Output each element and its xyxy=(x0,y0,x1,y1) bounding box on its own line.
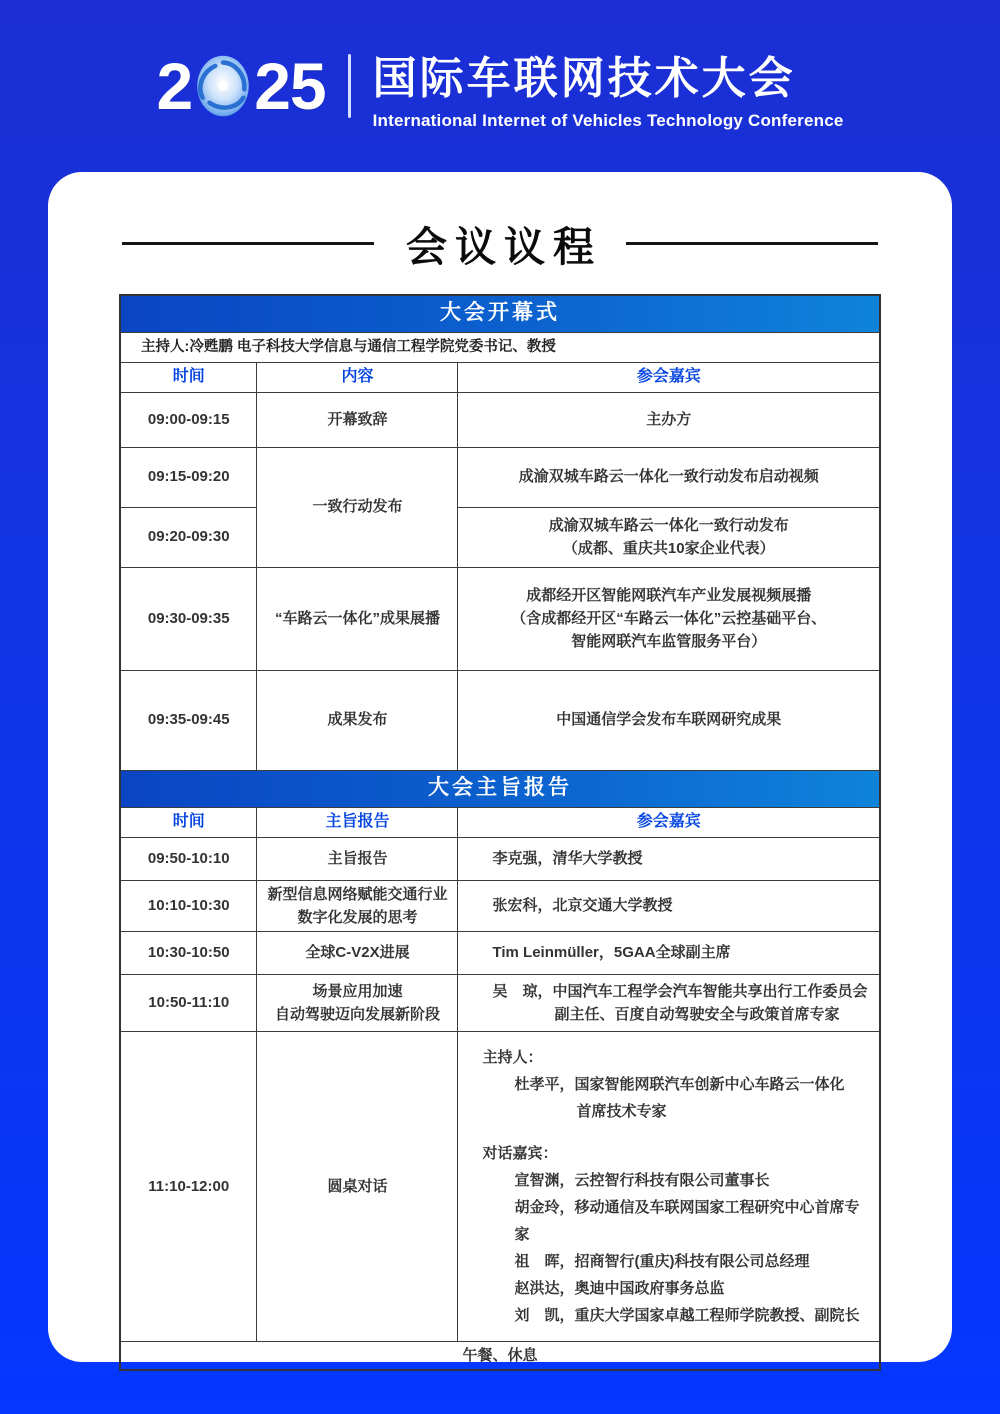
roundtable-host-line: 杜孝平，国家智能网联汽车创新中心车路云一体化 xyxy=(514,1076,845,1093)
time-cell: 10:50-11:10 xyxy=(120,975,257,1032)
content-line: 新型信息网络赋能交通行业 xyxy=(267,885,448,903)
conference-title-cn: 国际车联网技术大会 xyxy=(372,53,796,103)
column-header-content: 主旨报告 xyxy=(257,807,458,837)
column-header-row-keynote xyxy=(120,807,880,837)
roundtable-host-label: 主持人： xyxy=(482,1049,543,1066)
roundtable-guest-line: 刘 凯，重庆大学国家卓越工程师学院教授、副院长 xyxy=(514,1307,860,1324)
roundtable-guest-line: 祖 晖，招商智行(重庆)科技有限公司总经理 xyxy=(514,1253,810,1270)
guest-line: （含成都经开区“车路云一体化”云控基础平台、 xyxy=(511,609,827,627)
time-cell: 09:35-09:45 xyxy=(120,670,257,770)
agenda-table xyxy=(119,294,881,1371)
content-line: 场景应用加速 xyxy=(312,982,403,1000)
table-row xyxy=(120,932,880,975)
table-row xyxy=(120,837,880,880)
moderator-row xyxy=(120,332,880,362)
section-bar-keynote xyxy=(120,770,880,807)
guest-cell xyxy=(458,975,880,1032)
guest-cell: 中国通信学会发布车联网研究成果 xyxy=(458,670,880,770)
column-header-time: 时间 xyxy=(120,362,257,392)
roundtable-host-line: 首席技术专家 xyxy=(576,1103,667,1120)
time-cell: 09:30-09:35 xyxy=(120,567,257,670)
roundtable-guest-line: 赵洪达，奥迪中国政府事务总监 xyxy=(514,1280,725,1297)
content-cell: “车路云一体化”成果展播 xyxy=(257,567,458,670)
content-line: 自动驾驶迈向发展新阶段 xyxy=(274,1006,440,1023)
logo-year-prefix: 2 xyxy=(156,49,193,123)
time-cell: 09:15-09:20 xyxy=(120,447,257,507)
guest-line: 智能网联汽车监管服务平台） xyxy=(571,633,767,651)
guest-line: 吴 琼，中国汽车工程学会汽车智能共享出行工作委员会 xyxy=(492,982,868,1000)
content-cell: 主旨报告 xyxy=(257,837,458,880)
time-cell: 09:20-09:30 xyxy=(120,507,257,567)
lunch-row xyxy=(120,1342,880,1371)
column-header-guests: 参会嘉宾 xyxy=(458,807,880,837)
table-row xyxy=(120,975,880,1032)
content-line: 数字化发展的思考 xyxy=(297,908,418,926)
agenda-card xyxy=(48,172,952,1362)
content-cell: 开幕致辞 xyxy=(257,392,458,447)
content-cell: 一致行动发布 xyxy=(257,447,458,567)
section-title-keynote: 大会主旨报告 xyxy=(120,770,880,807)
column-header-row-opening xyxy=(120,362,880,392)
table-row xyxy=(120,392,880,447)
moderator-text: 主持人:冷甦鹏 电子科技大学信息与通信工程学院党委书记、教授 xyxy=(120,332,880,362)
lunch-text: 午餐、休息 xyxy=(120,1342,880,1371)
table-row xyxy=(120,670,880,770)
guest-line: 成渝双城车路云一体化一致行动发布 xyxy=(548,516,789,534)
table-row xyxy=(120,567,880,670)
guest-cell xyxy=(458,507,880,567)
conference-header xyxy=(0,0,1000,172)
roundtable-dialog-label: 对话嘉宾： xyxy=(482,1145,558,1162)
agenda-title-row xyxy=(48,218,952,268)
header-divider xyxy=(348,54,351,118)
table-row xyxy=(120,880,880,932)
section-bar-opening xyxy=(120,295,880,332)
time-cell: 10:10-10:30 xyxy=(120,880,257,932)
guest-line: （成都、重庆共10家企业代表） xyxy=(562,540,775,557)
roundtable-guest-line: 胡金玲，移动通信及车联网国家工程研究中心首席专家 xyxy=(514,1199,860,1243)
conference-title-en: International Internet of Vehicles Technology Conference xyxy=(372,110,844,130)
roundtable-guest-cell xyxy=(458,1032,880,1342)
table-row-roundtable xyxy=(120,1032,880,1342)
guest-cell xyxy=(458,567,880,670)
guest-line: 成都经开区智能网联汽车产业发展视频展播 xyxy=(526,586,812,604)
content-cell: 成果发布 xyxy=(257,670,458,770)
content-cell: 全球C-V2X进展 xyxy=(257,932,458,975)
time-cell: 11:10-12:00 xyxy=(120,1032,257,1342)
column-header-content: 内容 xyxy=(257,362,458,392)
time-cell: 09:50-10:10 xyxy=(120,837,257,880)
content-cell xyxy=(257,975,458,1032)
guest-cell: 李克强，清华大学教授 xyxy=(458,837,880,880)
time-cell: 09:00-09:15 xyxy=(120,392,257,447)
table-row xyxy=(120,507,880,567)
conference-logo xyxy=(156,49,326,123)
page-title: 会议议程 xyxy=(406,223,602,270)
time-cell: 10:30-10:50 xyxy=(120,932,257,975)
conference-titles xyxy=(373,42,844,131)
guest-cell: 成渝双城车路云一体化一致行动发布启动视频 xyxy=(458,447,880,507)
title-rule-left xyxy=(122,242,374,245)
logo-year-suffix: 25 xyxy=(254,49,326,123)
guest-cell: Tim Leinmüller，5GAA全球副主席 xyxy=(458,932,880,975)
column-header-guests: 参会嘉宾 xyxy=(458,362,880,392)
title-rule-right xyxy=(626,242,878,245)
column-header-time: 时间 xyxy=(120,807,257,837)
vortex-logo-icon xyxy=(195,53,251,119)
guest-cell: 主办方 xyxy=(458,392,880,447)
content-cell: 圆桌对话 xyxy=(257,1032,458,1342)
content-cell xyxy=(257,880,458,932)
table-row xyxy=(120,447,880,507)
guest-line: 副主任、百度自动驾驶安全与政策首席专家 xyxy=(554,1006,840,1023)
section-title-opening: 大会开幕式 xyxy=(120,295,880,332)
roundtable-guest-line: 宣智渊，云控智行科技有限公司董事长 xyxy=(514,1172,770,1189)
guest-cell: 张宏科，北京交通大学教授 xyxy=(458,880,880,932)
